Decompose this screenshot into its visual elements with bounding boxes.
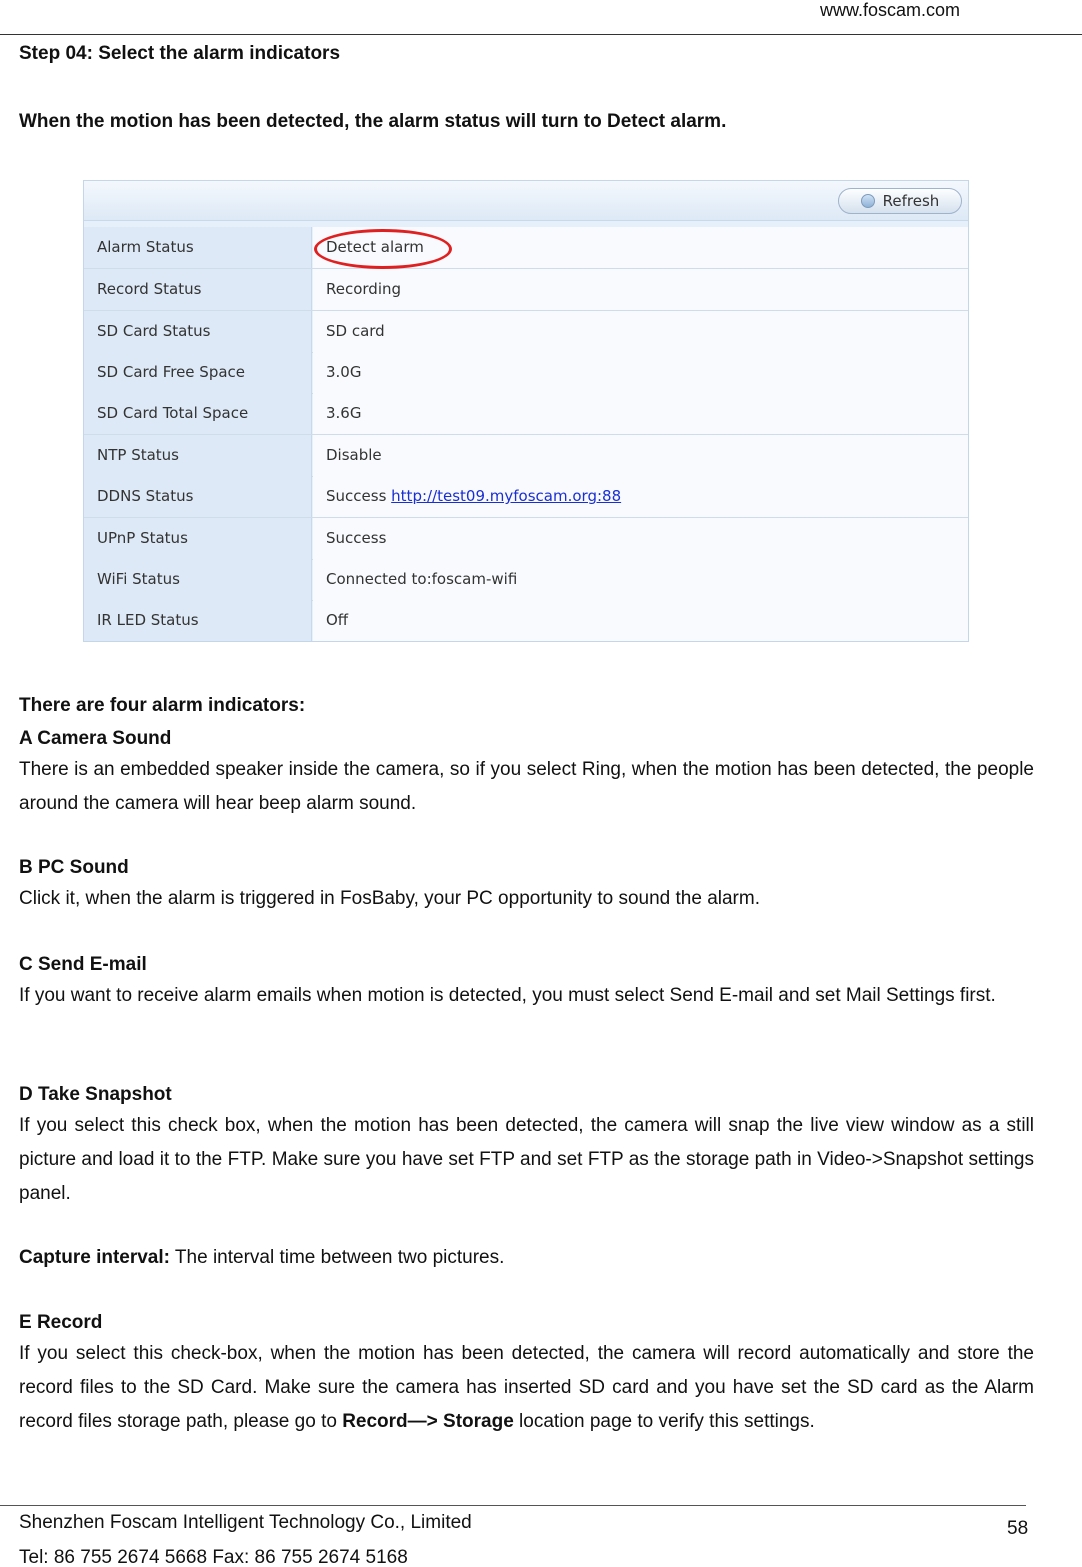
status-label: DDNS Status bbox=[84, 476, 312, 517]
status-label: Alarm Status bbox=[84, 227, 312, 268]
ddns-link[interactable]: http://test09.myfoscam.org:88 bbox=[391, 487, 622, 505]
status-value bbox=[313, 476, 968, 517]
footer-contact: Tel: 86 755 2674 5668 Fax: 86 755 2674 5168 bbox=[19, 1547, 408, 1567]
section-d-text: If you select this check box, when the motion has been detected, the camera will snap the live view window as a still picture and load it to the FTP. Make sure you have set FTP and set FTP as the storage path in Video->Snapshot settings panel. bbox=[19, 1115, 1034, 1204]
section-b-title: B PC Sound bbox=[19, 857, 129, 878]
status-row-record bbox=[84, 269, 968, 311]
status-value: Recording bbox=[313, 269, 968, 310]
capture-interval bbox=[19, 1248, 504, 1269]
step-title: Step 04: Select the alarm indicators bbox=[19, 43, 341, 64]
intro-text: When the motion has been detected, the alarm status will turn to Detect alarm. bbox=[19, 111, 727, 132]
status-value: Success bbox=[313, 518, 968, 559]
highlight-circle bbox=[314, 229, 452, 269]
header-divider bbox=[0, 34, 1082, 35]
footer-divider bbox=[0, 1505, 1026, 1506]
status-row-sd-total bbox=[84, 393, 968, 435]
section-c-title: C Send E-mail bbox=[19, 954, 147, 975]
capture-label: Capture interval: bbox=[19, 1247, 170, 1268]
section-e-bold: Record—> Storage bbox=[342, 1411, 514, 1432]
status-value: Detect alarm bbox=[313, 227, 968, 268]
status-label: SD Card Free Space bbox=[84, 352, 312, 393]
status-value: Disable bbox=[313, 435, 968, 476]
status-row-alarm bbox=[84, 227, 968, 269]
status-label: UPnP Status bbox=[84, 518, 312, 559]
page-number: 58 bbox=[1007, 1518, 1029, 1539]
status-label: IR LED Status bbox=[84, 600, 312, 641]
status-row-ir-led bbox=[84, 600, 968, 642]
panel-toolbar bbox=[84, 181, 968, 221]
status-row-upnp bbox=[84, 518, 968, 560]
status-label: WiFi Status bbox=[84, 559, 312, 600]
section-e-text-1: If you select this check-box, when the motion has been detected, the camera will record automatically and store the record files to the SD Card. Make sure the camera has inserted SD card and you have set the SD card as the Alarm record files storage path, please go to bbox=[19, 1343, 1034, 1432]
status-value: 3.6G bbox=[313, 393, 968, 434]
section-b-text: Click it, when the alarm is triggered in FosBaby, your PC opportunity to sound the alarm. bbox=[19, 888, 760, 909]
status-label: SD Card Total Space bbox=[84, 393, 312, 434]
refresh-button[interactable] bbox=[838, 188, 962, 214]
status-row-wifi bbox=[84, 559, 968, 601]
section-e-text bbox=[19, 1337, 1034, 1439]
status-row-ddns bbox=[84, 476, 968, 518]
status-row-sd-card bbox=[84, 311, 968, 353]
section-a-title: A Camera Sound bbox=[19, 728, 172, 749]
refresh-icon bbox=[861, 194, 875, 208]
status-label: NTP Status bbox=[84, 435, 312, 476]
refresh-label: Refresh bbox=[882, 192, 940, 210]
section-a-text: There is an embedded speaker inside the camera, so if you select Ring, when the motion has been detected, the people around the camera will hear beep alarm sound. bbox=[19, 759, 1034, 814]
section-e-title: E Record bbox=[19, 1312, 103, 1333]
section-d-title: D Take Snapshot bbox=[19, 1084, 172, 1105]
status-row-sd-free bbox=[84, 352, 968, 394]
status-value: SD card bbox=[313, 311, 968, 352]
section-c-text: If you want to receive alarm emails when motion is detected, you must select Send E-mail and set Mail Settings first. bbox=[19, 985, 996, 1006]
header-url: www.foscam.com bbox=[820, 0, 961, 20]
footer-company: Shenzhen Foscam Intelligent Technology Co., Limited bbox=[19, 1512, 472, 1533]
status-label: Record Status bbox=[84, 269, 312, 310]
device-status-panel bbox=[83, 180, 969, 642]
status-value: Off bbox=[313, 600, 968, 641]
status-label: SD Card Status bbox=[84, 311, 312, 352]
section-e-text-2: location page to verify this settings. bbox=[513, 1411, 815, 1432]
status-value: 3.0G bbox=[313, 352, 968, 393]
ddns-status-text: Success bbox=[326, 487, 387, 505]
capture-text: The interval time between two pictures. bbox=[169, 1247, 505, 1268]
status-value: Connected to:foscam-wifi bbox=[313, 559, 968, 600]
status-row-ntp bbox=[84, 435, 968, 477]
indicators-heading: There are four alarm indicators: bbox=[19, 695, 306, 716]
